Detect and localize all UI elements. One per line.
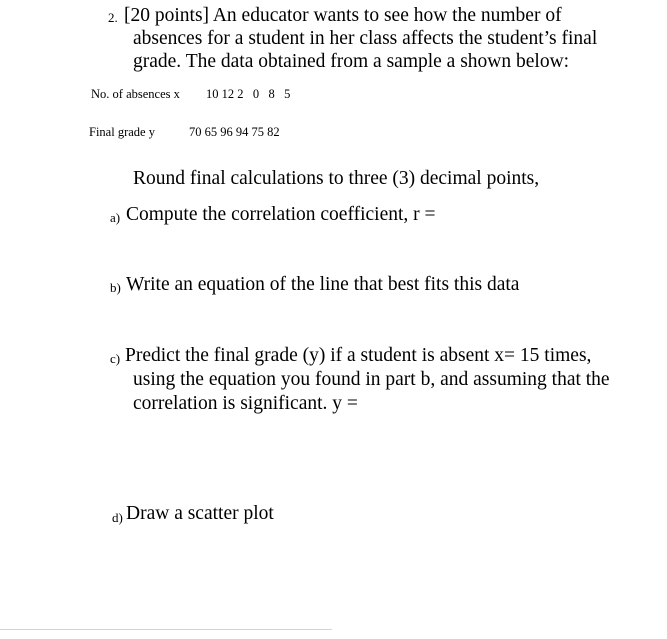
- x-values: 10 12 2 0 8 5: [206, 87, 291, 101]
- part-d-text: Draw a scatter plot: [126, 503, 274, 524]
- part-a-text: Compute the correlation coefficient, r =: [126, 204, 436, 225]
- part-c-line-1: Predict the final grade (y) if a student is absent x= 15 times,: [125, 345, 592, 366]
- part-b-text: Write an equation of the line that best fits this data: [126, 274, 520, 295]
- y-values: 70 65 96 94 75 82: [189, 125, 280, 139]
- part-a-label: a): [110, 210, 121, 225]
- part-c-label: c): [110, 351, 121, 366]
- part-d-label: d): [112, 510, 123, 525]
- y-label: Final grade y: [89, 125, 155, 139]
- question-line-3: grade. The data obtained from a sample a shown below:: [133, 51, 570, 72]
- x-label: No. of absences x: [91, 87, 180, 101]
- part-c-line-2: using the equation you found in part b, and assuming that the: [133, 369, 610, 390]
- bottom-divider: [0, 629, 332, 630]
- part-b-label: b): [110, 280, 121, 295]
- question-line-2: absences for a student in her class affects the student’s final: [133, 28, 598, 49]
- question-line-1: [20 points] An educator wants to see how the number of: [124, 5, 562, 26]
- question-number: 2.: [108, 10, 118, 25]
- part-c-line-3: correlation is significant. y =: [133, 393, 358, 414]
- instruction-text: Round final calculations to three (3) decimal points,: [133, 168, 540, 189]
